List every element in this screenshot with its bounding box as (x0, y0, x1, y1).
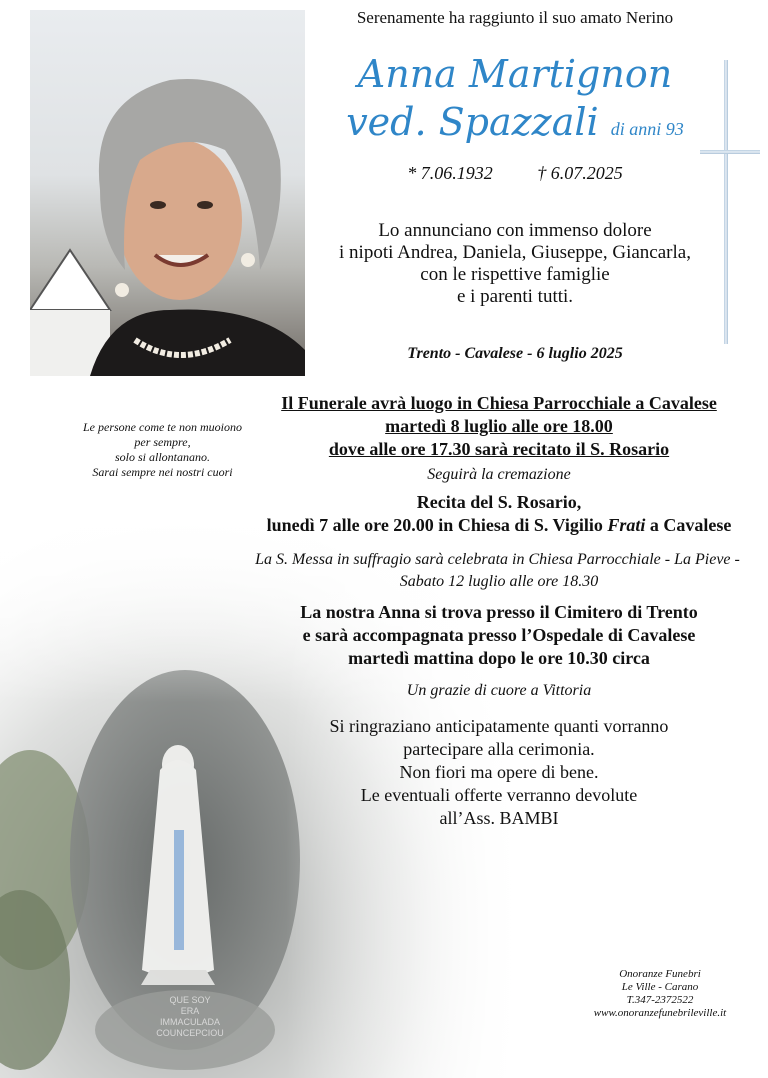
closing-line: partecipare alla cerimonia. (403, 739, 595, 759)
mass-line: Sabato 12 luglio alle ore 18.30 (399, 573, 599, 590)
announcement-line: e i parenti tutti. (456, 286, 574, 307)
quote-line: per sempre, (134, 435, 191, 449)
portrait-illustration (30, 10, 305, 376)
rosary-details-end: a Cavalese (645, 515, 732, 535)
funeral-line: martedì 8 luglio alle ore 18.00 (385, 416, 613, 436)
place-and-date: Trento - Cavalese - 6 luglio 2025 (407, 345, 623, 362)
statue-inscription-line: IMMACULADA COUNCEPCIOU (156, 1017, 224, 1038)
location-line: La nostra Anna si trova presso il Cimitero di Trento (300, 602, 698, 622)
rosary-details-italic: Frati (607, 515, 646, 535)
statue-inscription (140, 995, 240, 1039)
announcement-line: i nipoti Andrea, Daniela, Giuseppe, Giancarla, (339, 242, 691, 263)
life-dates (305, 163, 725, 184)
location-line: e sarà accompagnata presso l’Ospedale di Cavalese (302, 625, 696, 645)
deceased-married-name (305, 100, 725, 144)
closing-line: Le eventuali offerte verranno devolute (360, 785, 638, 805)
statue-inscription-line: ERA (180, 1006, 200, 1016)
rosary-line: Recita del S. Rosario, (416, 492, 582, 512)
rosary-details-text: lunedì 7 alle ore 20.00 in Chiesa di S. Vigilio (266, 515, 608, 535)
quote-line: Le persone come te non muoiono (83, 420, 242, 434)
thanks-vittoria: Un grazie di cuore a Vittoria (406, 682, 592, 699)
location-line: martedì mattina dopo le ore 10.30 circa (348, 648, 650, 668)
age-text: di anni 93 (610, 119, 684, 139)
death-date: † 6.07.2025 (537, 163, 623, 183)
announcement-line: Lo annunciano con immenso dolore (378, 220, 652, 241)
footer-website-link[interactable]: www.onoranzefunebrileville.it (593, 1007, 727, 1019)
cremation-note: Seguirà la cremazione (427, 466, 571, 483)
closing-line: Non fiori ma opere di bene. (399, 762, 599, 782)
closing-line: Si ringraziano anticipatamente quanti vorranno (329, 716, 669, 736)
rosary-details (230, 515, 768, 536)
footer-line: Onoranze Funebri (619, 968, 701, 980)
closing-line: all’Ass. BAMBI (439, 808, 559, 828)
statue-inscription-line: QUE SOY (169, 995, 211, 1005)
intro-text: Serenamente ha raggiunto il suo amato Nerino (356, 8, 674, 27)
cross-icon-horizontal (700, 150, 760, 154)
married-name-text: ved. Spazzali (346, 100, 599, 144)
funeral-home-footer (560, 968, 760, 1020)
announcement (305, 220, 725, 308)
funeral-line: dove alle ore 17.30 sarà recitato il S. Rosario (328, 439, 670, 459)
birth-date: * 7.06.1932 (407, 163, 493, 183)
announcement-line: con le rispettive famiglie (420, 264, 610, 285)
portrait-photo (30, 10, 305, 376)
funeral-line: Il Funerale avrà luogo in Chiesa Parrocchiale a Cavalese (281, 393, 717, 413)
deceased-name: Anna Martignon (357, 52, 673, 96)
quote-line: solo si allontanano. (114, 450, 210, 464)
footer-phone: T.347-2372522 (626, 994, 694, 1006)
footer-line: Le Ville - Carano (621, 981, 699, 993)
mass-line: La S. Messa in suffragio sarà celebrata in Chiesa Parrocchiale - La Pieve - (255, 551, 740, 568)
quote-line: Sarai sempre nei nostri cuori (92, 465, 233, 479)
